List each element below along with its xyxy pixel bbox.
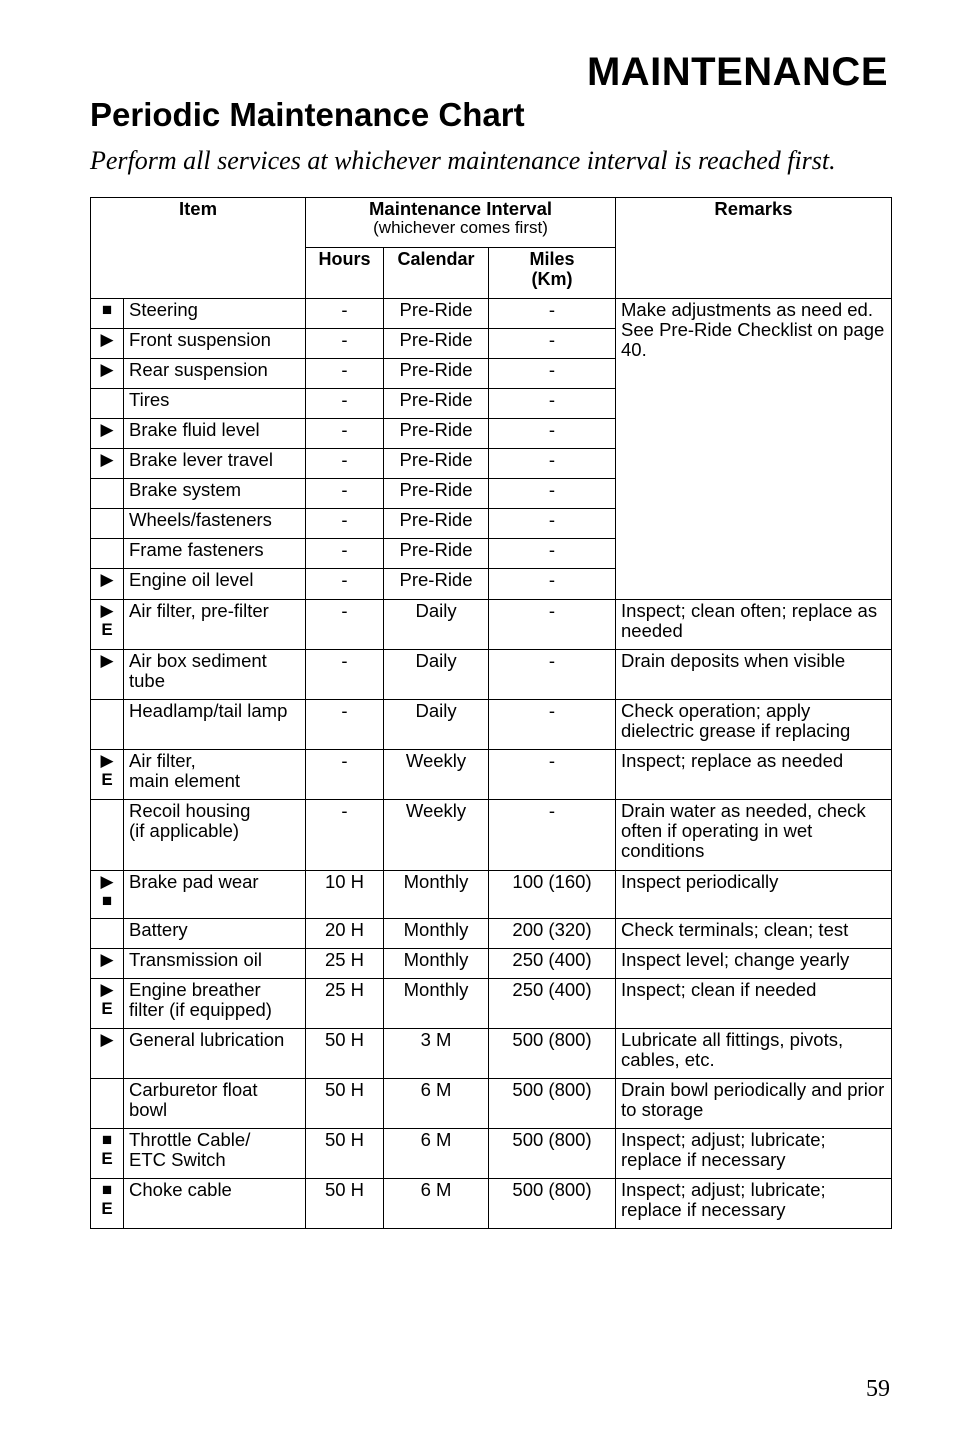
- row-miles: -: [489, 600, 616, 650]
- row-calendar: Pre-Ride: [384, 329, 489, 359]
- row-hours: 50 H: [306, 1179, 384, 1229]
- row-hours: -: [306, 600, 384, 650]
- row-calendar: Pre-Ride: [384, 449, 489, 479]
- item-label: Headlamp/tail lamp: [129, 700, 288, 721]
- row-calendar: Daily: [384, 600, 489, 650]
- row-miles: 500 (800): [489, 1179, 616, 1229]
- row-symbol: [91, 919, 124, 949]
- row-symbol: [91, 1129, 124, 1179]
- row-calendar: Weekly: [384, 750, 489, 800]
- row-hours: 10 H: [306, 871, 384, 919]
- row-item: [124, 329, 306, 359]
- row-hours: -: [306, 449, 384, 479]
- table-row: [91, 1029, 892, 1079]
- row-miles: 500 (800): [489, 1129, 616, 1179]
- row-hours: -: [306, 750, 384, 800]
- arrow-icon: ▶: [100, 330, 114, 349]
- e-marker-icon: E: [101, 1199, 113, 1218]
- row-remarks: Inspect; clean often; replace as needed: [616, 600, 892, 650]
- row-hours: -: [306, 479, 384, 509]
- row-remarks: Inspect; replace as needed: [616, 750, 892, 800]
- row-symbol: [91, 569, 124, 600]
- row-item: [124, 1029, 306, 1079]
- table-row: [91, 979, 892, 1029]
- arrow-icon: ▶: [100, 651, 114, 670]
- arrow-icon: ▶: [100, 980, 114, 999]
- row-hours: -: [306, 299, 384, 329]
- row-hours: -: [306, 509, 384, 539]
- row-miles: -: [489, 389, 616, 419]
- item-label: Brake pad wear: [129, 871, 259, 892]
- square-icon: ■: [101, 1180, 113, 1199]
- item-label: Carburetor float bowl: [129, 1079, 258, 1120]
- row-symbol: [91, 800, 124, 871]
- row-miles: -: [489, 449, 616, 479]
- row-remarks: Inspect; clean if needed: [616, 979, 892, 1029]
- row-miles: -: [489, 329, 616, 359]
- row-remarks: Check terminals; clean; test: [616, 919, 892, 949]
- row-symbol: [91, 509, 124, 539]
- hours-header: Hours: [306, 248, 384, 299]
- row-calendar: Monthly: [384, 919, 489, 949]
- row-symbol: [91, 871, 124, 919]
- row-miles: 250 (400): [489, 979, 616, 1029]
- miles-header-label: Miles: [529, 249, 575, 269]
- interval-header: [306, 198, 616, 248]
- row-item: [124, 600, 306, 650]
- row-hours: -: [306, 569, 384, 600]
- row-item: [124, 1129, 306, 1179]
- row-miles: 500 (800): [489, 1079, 616, 1129]
- row-symbol: [91, 600, 124, 650]
- item-label: Tires: [129, 389, 170, 410]
- row-symbol: [91, 1179, 124, 1229]
- item-label: Brake fluid level: [129, 419, 260, 440]
- item-label: Brake lever travel: [129, 449, 273, 470]
- item-label: Air filter, pre-filter: [129, 600, 269, 621]
- row-symbol: [91, 329, 124, 359]
- arrow-icon: ▶: [100, 950, 114, 969]
- item-header: Item: [91, 198, 306, 299]
- row-miles: -: [489, 539, 616, 569]
- row-hours: 50 H: [306, 1129, 384, 1179]
- table-row: [91, 1079, 892, 1129]
- row-item: [124, 979, 306, 1029]
- row-item: [124, 479, 306, 509]
- row-hours: 20 H: [306, 919, 384, 949]
- table-row: [91, 919, 892, 949]
- table-row: [91, 800, 892, 871]
- calendar-header: Calendar: [384, 248, 489, 299]
- table-row: [91, 750, 892, 800]
- arrow-icon: ▶: [100, 751, 114, 770]
- row-symbol: [91, 479, 124, 509]
- row-miles: 250 (400): [489, 949, 616, 979]
- row-calendar: Daily: [384, 700, 489, 750]
- row-item: [124, 359, 306, 389]
- row-hours: -: [306, 800, 384, 871]
- remarks-header: Remarks: [616, 198, 892, 299]
- row-remarks: Drain bowl periodically and prior to storage: [616, 1079, 892, 1129]
- row-miles: 500 (800): [489, 1029, 616, 1079]
- item-label: Air box sediment tube: [129, 650, 267, 691]
- arrow-icon: ▶: [100, 570, 114, 589]
- row-remarks: Inspect periodically: [616, 871, 892, 919]
- row-miles: -: [489, 479, 616, 509]
- table-row: [91, 949, 892, 979]
- row-remarks: Drain water as needed, check often if operating in wet conditions: [616, 800, 892, 871]
- row-item: [124, 871, 306, 919]
- row-symbol: [91, 539, 124, 569]
- row-item: [124, 650, 306, 700]
- table-row: [91, 871, 892, 919]
- row-symbol: [91, 949, 124, 979]
- row-symbol: [91, 299, 124, 329]
- arrow-icon: ▶: [100, 450, 114, 469]
- row-calendar: Pre-Ride: [384, 509, 489, 539]
- miles-header-unit: (Km): [531, 269, 573, 289]
- e-marker-icon: E: [101, 1149, 113, 1168]
- row-hours: -: [306, 359, 384, 389]
- item-label: Wheels/fasteners: [129, 509, 272, 530]
- row-symbol: [91, 449, 124, 479]
- row-calendar: Pre-Ride: [384, 539, 489, 569]
- row-symbol: [91, 650, 124, 700]
- page-title: Periodic Maintenance Chart: [90, 96, 525, 133]
- row-calendar: 3 M: [384, 1029, 489, 1079]
- row-hours: -: [306, 329, 384, 359]
- item-label: Steering: [129, 299, 198, 320]
- row-miles: -: [489, 650, 616, 700]
- table-row: [91, 1179, 892, 1229]
- row-miles: -: [489, 750, 616, 800]
- row-remarks: Inspect; adjust; lubricate; replace if necessary: [616, 1179, 892, 1229]
- arrow-icon: ▶: [100, 601, 114, 620]
- row-symbol: [91, 389, 124, 419]
- interval-header-note: (whichever comes first): [373, 218, 548, 237]
- item-label: Air filter,: [129, 750, 196, 771]
- row-symbol: [91, 359, 124, 389]
- row-symbol: [91, 750, 124, 800]
- row-item: [124, 539, 306, 569]
- table-row: [91, 600, 892, 650]
- item-label-line2: ETC Switch: [129, 1149, 226, 1170]
- row-hours: 25 H: [306, 979, 384, 1029]
- row-remarks: Inspect; adjust; lubricate; replace if necessary: [616, 1129, 892, 1179]
- maintenance-chart: [90, 197, 892, 1229]
- row-calendar: Weekly: [384, 800, 489, 871]
- section-title: MAINTENANCE: [586, 50, 888, 94]
- row-calendar: Monthly: [384, 979, 489, 1029]
- row-calendar: Pre-Ride: [384, 299, 489, 329]
- row-hours: -: [306, 539, 384, 569]
- row-hours: 25 H: [306, 949, 384, 979]
- row-symbol: [91, 1029, 124, 1079]
- row-item: [124, 949, 306, 979]
- arrow-icon: ▶: [100, 360, 114, 379]
- item-label-line2: main element: [129, 770, 241, 791]
- e-marker-icon: E: [101, 999, 113, 1018]
- intro-text: Perform all services at whichever maintenance interval is reached first.: [90, 146, 836, 175]
- pre-ride-remark: Make adjustments as need ed. See Pre-Ride Checklist on page 40.: [616, 299, 892, 600]
- row-symbol: [91, 419, 124, 449]
- row-remarks: Lubricate all fittings, pivots, cables, etc.: [616, 1029, 892, 1079]
- item-label: Frame fasteners: [129, 539, 264, 560]
- row-miles: -: [489, 509, 616, 539]
- item-label: Front suspension: [129, 329, 271, 350]
- row-miles: 100 (160): [489, 871, 616, 919]
- row-item: [124, 389, 306, 419]
- table-row: [91, 650, 892, 700]
- row-item: [124, 509, 306, 539]
- row-miles: -: [489, 359, 616, 389]
- page-number: 59: [866, 1376, 890, 1402]
- row-item: [124, 700, 306, 750]
- row-item: [124, 919, 306, 949]
- row-hours: -: [306, 419, 384, 449]
- row-hours: 50 H: [306, 1079, 384, 1129]
- row-item: [124, 299, 306, 329]
- row-calendar: Daily: [384, 650, 489, 700]
- row-remarks: Inspect level; change yearly: [616, 949, 892, 979]
- row-calendar: Pre-Ride: [384, 419, 489, 449]
- arrow-icon: ▶: [100, 872, 114, 891]
- row-item: [124, 569, 306, 600]
- row-miles: -: [489, 800, 616, 871]
- row-calendar: Pre-Ride: [384, 479, 489, 509]
- row-symbol: [91, 1079, 124, 1129]
- e-marker-icon: E: [101, 620, 113, 639]
- item-label-line2: (if applicable): [129, 820, 240, 841]
- arrow-icon: ▶: [100, 420, 114, 439]
- item-label: Throttle Cable/: [129, 1129, 251, 1150]
- item-label: Engine oil level: [129, 569, 254, 590]
- row-calendar: Pre-Ride: [384, 389, 489, 419]
- row-item: [124, 449, 306, 479]
- row-hours: -: [306, 389, 384, 419]
- item-label: Rear suspension: [129, 359, 268, 380]
- row-hours: 50 H: [306, 1029, 384, 1079]
- row-calendar: Monthly: [384, 871, 489, 919]
- row-miles: -: [489, 569, 616, 600]
- table-row: [91, 700, 892, 750]
- row-miles: -: [489, 419, 616, 449]
- row-calendar: 6 M: [384, 1179, 489, 1229]
- item-label: Transmission oil: [129, 949, 262, 970]
- row-remarks: Check operation; apply dielectric grease if replacing: [616, 700, 892, 750]
- item-label: Recoil housing: [129, 800, 251, 821]
- table-row: [91, 299, 892, 329]
- row-item: [124, 1079, 306, 1129]
- item-label: Engine breather filter (if equipped): [129, 979, 272, 1020]
- row-calendar: Pre-Ride: [384, 359, 489, 389]
- row-hours: -: [306, 700, 384, 750]
- interval-header-label: Maintenance Interval: [369, 198, 553, 219]
- row-calendar: Pre-Ride: [384, 569, 489, 600]
- row-symbol: [91, 700, 124, 750]
- arrow-icon: ▶: [100, 1030, 114, 1049]
- row-hours: -: [306, 650, 384, 700]
- square-icon: ■: [101, 300, 113, 319]
- square-icon: ■: [101, 1130, 113, 1149]
- row-item: [124, 800, 306, 871]
- item-label: Battery: [129, 919, 188, 940]
- e-marker-icon: E: [101, 770, 113, 789]
- square-icon: ■: [101, 891, 113, 910]
- row-remarks: Drain deposits when visible: [616, 650, 892, 700]
- miles-header: [489, 248, 616, 299]
- row-calendar: Monthly: [384, 949, 489, 979]
- row-item: [124, 750, 306, 800]
- item-label: General lubrication: [129, 1029, 285, 1050]
- item-label: Choke cable: [129, 1179, 232, 1200]
- row-item: [124, 1179, 306, 1229]
- table-row: [91, 1129, 892, 1179]
- row-miles: -: [489, 299, 616, 329]
- row-calendar: 6 M: [384, 1129, 489, 1179]
- row-item: [124, 419, 306, 449]
- row-symbol: [91, 979, 124, 1029]
- chart-body: [91, 299, 892, 1229]
- row-miles: -: [489, 700, 616, 750]
- row-calendar: 6 M: [384, 1079, 489, 1129]
- row-miles: 200 (320): [489, 919, 616, 949]
- item-label: Brake system: [129, 479, 242, 500]
